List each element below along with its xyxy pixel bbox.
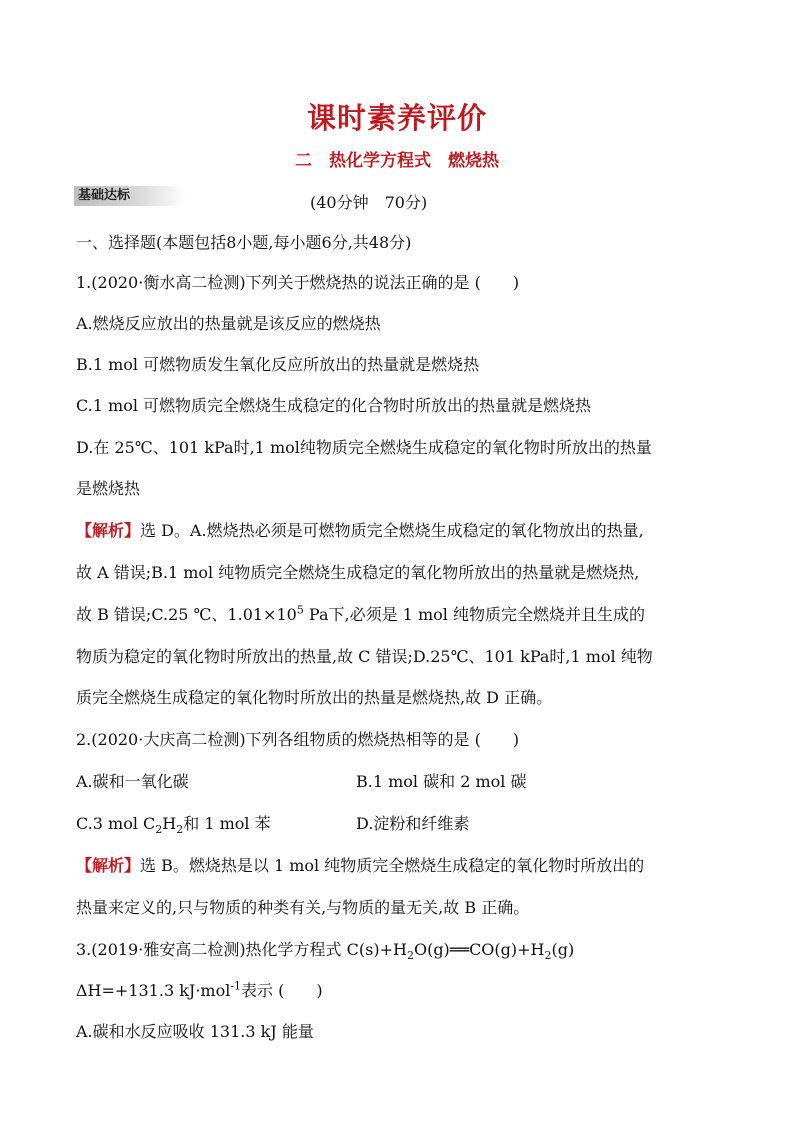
section-heading: 一、选择题(本题包括8小题,每小题6分,共48分) (76, 233, 412, 252)
subscript: 2 (406, 949, 414, 963)
question-1-explanation-line-2: 故 A 错误;B.1 mol 纯物质完全燃烧生成稳定的氧化物所放出的热量就是燃烧热, (76, 563, 640, 582)
explanation-text: 选 B。燃烧热是以 1 mol 纯物质完全燃烧生成稳定的氧化物时所放出的 (140, 856, 645, 875)
question-2-option-c (76, 813, 271, 835)
stem-text: (g) (551, 940, 575, 959)
question-1-option-d: D.在 25℃、101 kPa时,1 mol纯物质完全燃烧生成稳定的氧化物时所放出的热量 (76, 438, 652, 457)
option-text: 和 1 mol 苯 (183, 814, 271, 833)
question-2-option-a: A.碳和一氧化碳 (76, 772, 189, 791)
question-2-option-b: B.1 mol 碳和 2 mol 碳 (356, 772, 527, 791)
question-1-explanation-line-3 (76, 604, 645, 626)
question-2-stem: 2.(2020·大庆高二检测)下列各组物质的燃烧热相等的是 ( ) (76, 730, 520, 749)
level-badge: 基础达标 (74, 186, 186, 206)
question-2-option-d: D.淀粉和纤维素 (356, 814, 470, 833)
question-3-option-a: A.碳和水反应吸收 131.3 kJ 能量 (76, 1022, 314, 1041)
option-text: C.3 mol C (76, 814, 156, 833)
subscript: 2 (544, 949, 552, 963)
enthalpy-text: ΔH=+131.3 kJ·mol (76, 981, 231, 1000)
question-2-explanation-line-2: 热量来定义的,只与物质的种类有关,与物质的量无关,故 B 正确。 (76, 898, 530, 917)
question-1-explanation-line-4: 物质为稳定的氧化物时所放出的热量,故 C 错误;D.25℃、101 kPa时,1 mol 纯物 (76, 647, 653, 666)
stem-text: O(g)══CO(g)+H (413, 940, 545, 959)
time-score-info: (40分钟 70分) (310, 193, 428, 212)
question-1-option-c: C.1 mol 可燃物质完全燃烧生成稳定的化合物时所放出的热量就是燃烧热 (76, 396, 592, 415)
explanation-text: Pa下,必须是 1 mol 纯物质完全燃烧并且生成的 (303, 605, 645, 624)
explanation-tag: 【解析】 (76, 521, 141, 540)
question-1-option-a: A.燃烧反应放出的热量就是该反应的燃烧热 (76, 314, 381, 333)
page-title: 课时素养评价 (306, 101, 487, 135)
explanation-tag: 【解析】 (76, 856, 141, 875)
question-1-option-d-cont: 是燃烧热 (76, 479, 141, 498)
enthalpy-text: 表示 ( ) (241, 981, 323, 1000)
question-3-enthalpy (76, 980, 323, 1002)
subscript: 2 (155, 823, 163, 837)
question-2-explanation-line-1 (76, 855, 644, 877)
lesson-subtitle: 二 热化学方程式 燃烧热 (295, 151, 499, 171)
stem-text: 3.(2019·雅安高二检测)热化学方程式 C(s)+H (76, 940, 407, 959)
question-1-stem: 1.(2020·衡水高二检测)下列关于燃烧热的说法正确的是 ( ) (76, 273, 520, 292)
subscript: 2 (176, 823, 184, 837)
question-3-stem (76, 939, 574, 961)
option-text: H (162, 814, 177, 833)
exponent: -1 (230, 979, 242, 993)
question-1-explanation-line-5: 质完全燃烧生成稳定的氧化物时所放出的热量是燃烧热,故 D 正确。 (76, 688, 553, 707)
question-1-explanation-line-1 (76, 520, 644, 542)
explanation-text: 选 D。A.燃烧热必须是可燃物质完全燃烧生成稳定的氧化物放出的热量, (140, 521, 644, 540)
exponent: 5 (296, 603, 304, 617)
explanation-text: 故 B 错误;C.25 ℃、1.01×10 (76, 605, 297, 624)
question-1-option-b: B.1 mol 可燃物质发生氧化反应所放出的热量就是燃烧热 (76, 355, 480, 374)
